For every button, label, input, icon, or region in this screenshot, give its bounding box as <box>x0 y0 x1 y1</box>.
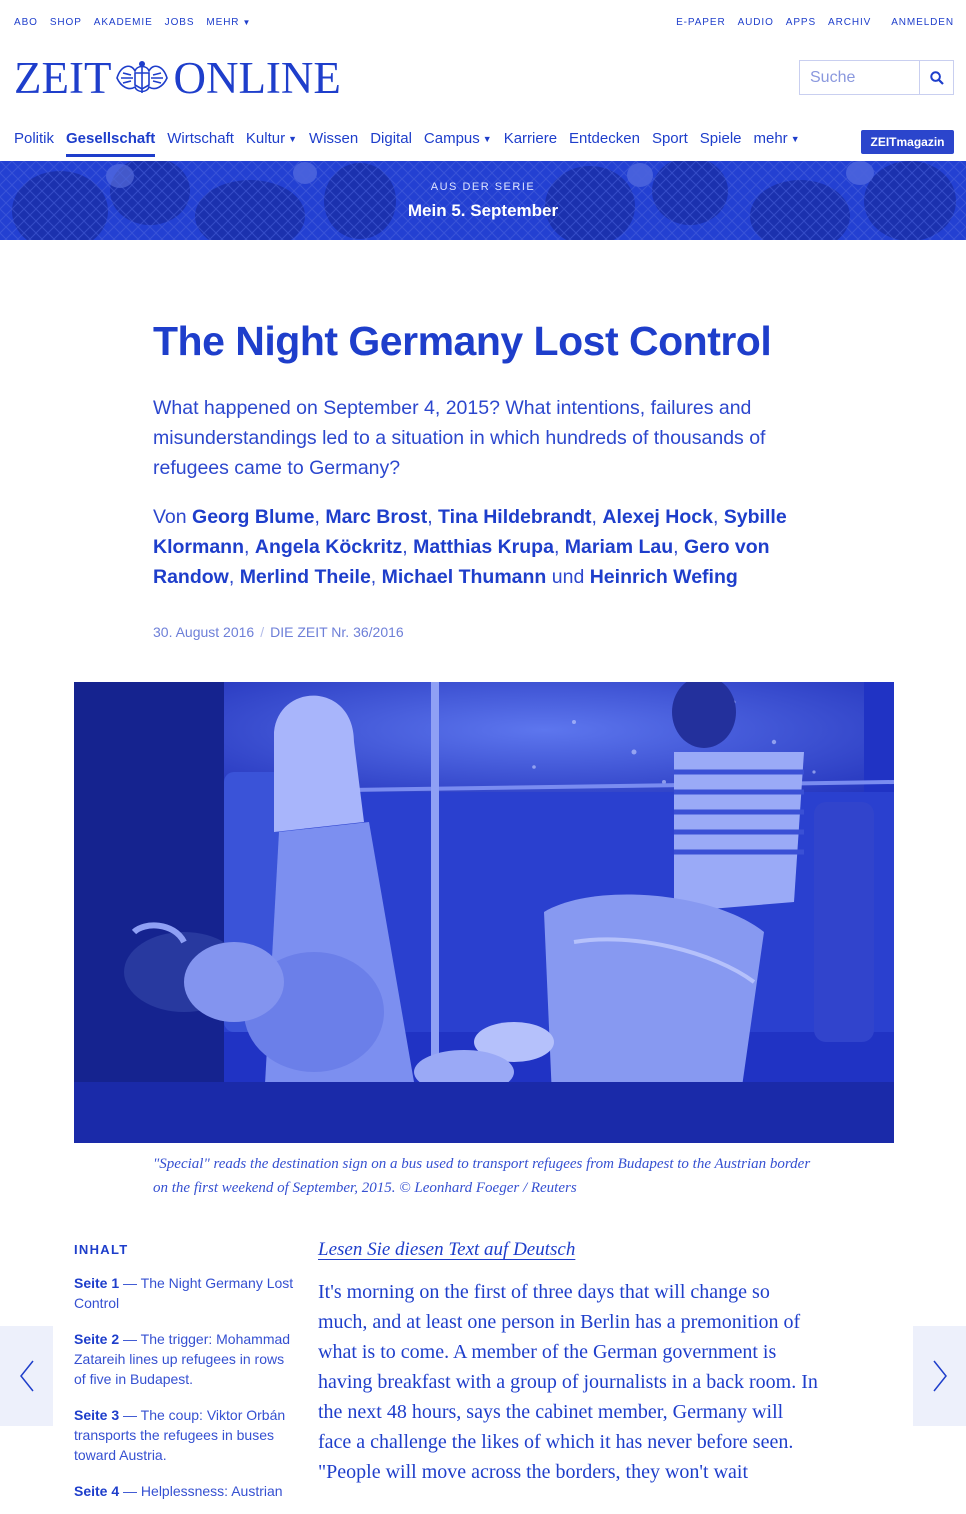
link-shop[interactable]: SHOP <box>49 17 82 28</box>
article-body <box>318 1239 818 1487</box>
nav-item-wirtschaft[interactable]: Wirtschaft <box>167 130 234 147</box>
link-mehr[interactable] <box>206 17 251 28</box>
nav-item-entdecken[interactable]: Entdecken <box>569 130 640 147</box>
nav-item-digital[interactable]: Digital <box>370 130 412 147</box>
link-mehr-label: MEHR <box>206 17 240 28</box>
caret-down-icon: ▼ <box>790 134 800 144</box>
site-logo[interactable] <box>14 53 341 103</box>
toc-entry-1[interactable]: Seite 1 — The Night Germany Lost Control <box>74 1275 294 1311</box>
toc-entry-text: Helplessness: Austrian <box>140 1483 283 1499</box>
utility-bar <box>0 0 966 44</box>
toc-entry-text: The trigger: Mohammad Zatareih lines up refugees in rows of five in Budapest. <box>74 1331 291 1387</box>
zeitmagazin-button[interactable]: ZEITmagazin <box>861 130 954 154</box>
toc-entry-4[interactable]: Seite 4 — Helplessness: Austrian <box>74 1483 283 1499</box>
article-summary: What happened on September 4, 2015? What intentions, failures and misunderstandings led to a situation in which hundreds of thousands of refugees came to Germany? <box>153 397 766 479</box>
main-nav <box>14 130 800 155</box>
caret-down-icon: ▼ <box>242 18 252 27</box>
author-link[interactable]: Matthias Krupa <box>413 536 554 558</box>
eagle-crest-icon <box>113 57 171 99</box>
byline-conjunction: und <box>551 566 585 588</box>
caret-down-icon: ▼ <box>482 134 492 144</box>
series-kicker: AUS DER SERIE <box>430 181 536 193</box>
toc-page-label: Seite 2 <box>74 1331 120 1347</box>
author-link[interactable]: Alexej Hock <box>602 506 713 528</box>
toc-entry-3[interactable]: Seite 3 — The coup: Viktor Orbán transports the refugees in buses toward Austria. <box>74 1407 286 1463</box>
chevron-right-icon <box>932 1359 948 1393</box>
link-archiv[interactable]: ARCHIV <box>828 17 872 28</box>
nav-item-politik[interactable]: Politik <box>14 130 55 147</box>
image-caption: "Special" reads the destination sign on a bus used to transport refugees from Budapest to the Austrian border on the first weekend of September, 2015. © Leonhard Foeger / Reuters <box>153 1156 811 1196</box>
body-paragraph: It's morning on the first of three days that will change so much, and at least one person in Berlin has a premonition of what is to come. A member of the German government is having breakfast with a group of journalists in a back room. In the next 48 hours, says the cabinet member, Germany will face a challenge the likes of which it has never before seen. "People will move across the borders, they won't wait <box>318 1281 818 1483</box>
chevron-left-icon <box>19 1359 35 1393</box>
nav-item-mehr[interactable] <box>754 130 800 155</box>
login-link[interactable]: ANMELDEN <box>891 17 954 28</box>
caret-down-icon: ▼ <box>288 134 298 144</box>
article-meta <box>153 624 404 640</box>
toc-entry-text: The Night Germany Lost Control <box>74 1275 294 1311</box>
author-link[interactable]: Marc Brost <box>325 506 428 528</box>
nav-item-kultur[interactable] <box>246 130 297 155</box>
author-link[interactable]: Gero von Randow <box>153 536 770 588</box>
search-icon <box>930 71 944 85</box>
logo-word-zeit: ZEIT <box>14 53 112 103</box>
search-box <box>799 60 954 95</box>
toc-entry-2[interactable]: Seite 2 — The trigger: Mohammad Zatareih lines up refugees in rows of five in Budapest. <box>74 1331 291 1387</box>
link-akademie[interactable]: AKADEMIE <box>93 17 153 28</box>
series-banner[interactable] <box>0 161 966 240</box>
nav-item-campus[interactable] <box>424 130 492 155</box>
author-link[interactable]: Angela Köckritz <box>254 536 403 558</box>
nav-item-karriere[interactable]: Karriere <box>503 130 558 147</box>
nav-item-wissen[interactable]: Wissen <box>309 130 359 147</box>
toc-page-label: Seite 4 <box>74 1483 120 1499</box>
next-page-button[interactable] <box>913 1326 966 1426</box>
nav-item-mehr-label: mehr <box>753 130 788 147</box>
table-of-contents <box>74 1242 299 1514</box>
author-link[interactable]: Merlind Theile <box>239 566 371 588</box>
series-title: Mein 5. September <box>407 201 559 220</box>
nav-item-campus-label: Campus <box>423 130 480 147</box>
search-input[interactable] <box>800 61 919 94</box>
author-link[interactable]: Tina Hildebrandt <box>438 506 592 528</box>
link-apps[interactable]: APPS <box>785 17 817 28</box>
meta-separator: / <box>260 624 265 640</box>
toc-page-label: Seite 1 <box>74 1275 120 1291</box>
toc-page-label: Seite 3 <box>74 1407 120 1423</box>
author-link[interactable]: Georg Blume <box>192 506 315 528</box>
logo-word-online: ONLINE <box>173 53 341 103</box>
publish-date: 30. August 2016 <box>153 624 255 640</box>
toc-entry-text: The coup: Viktor Orbán transports the refugees in buses toward Austria. <box>74 1407 286 1463</box>
previous-page-button[interactable] <box>0 1326 53 1426</box>
link-abo[interactable]: ABO <box>14 17 38 28</box>
search-button[interactable] <box>919 61 953 94</box>
german-version-link[interactable]: Lesen Sie diesen Text auf Deutsch <box>318 1239 576 1260</box>
link-audio[interactable]: AUDIO <box>737 17 774 28</box>
print-source: DIE ZEIT Nr. 36/2016 <box>270 624 404 640</box>
author-link[interactable]: Heinrich Wefing <box>589 566 738 588</box>
article-title: The Night Germany Lost Control <box>153 318 772 364</box>
nav-item-kultur-label: Kultur <box>245 130 286 147</box>
link-jobs[interactable]: JOBS <box>164 17 195 28</box>
author-link[interactable]: Mariam Lau <box>564 536 674 558</box>
bus-interior-photo <box>74 682 894 1143</box>
nav-item-gesellschaft[interactable]: Gesellschaft <box>66 130 155 155</box>
byline-prefix: Von <box>153 506 187 528</box>
toc-heading: INHALT <box>74 1242 129 1257</box>
article-hero-image <box>74 682 894 1143</box>
nav-item-spiele[interactable]: Spiele <box>699 130 742 147</box>
author-link[interactable]: Sybille Klormann <box>153 506 787 558</box>
author-link[interactable]: Michael Thumann <box>381 566 547 588</box>
nav-item-sport[interactable]: Sport <box>651 130 688 147</box>
link-epaper[interactable]: E-PAPER <box>676 17 726 28</box>
utility-links-right <box>676 17 954 28</box>
utility-links-left <box>14 17 251 28</box>
article-byline: Von Georg Blume, Marc Brost, Tina Hildebrandt, Alexej Hock, Sybille Klormann, Angela Köckritz, Matthias Krupa, Mariam Lau, Gero von Randow, Merlind Theile, Michael Thumann und Heinrich Wefing <box>153 506 787 588</box>
